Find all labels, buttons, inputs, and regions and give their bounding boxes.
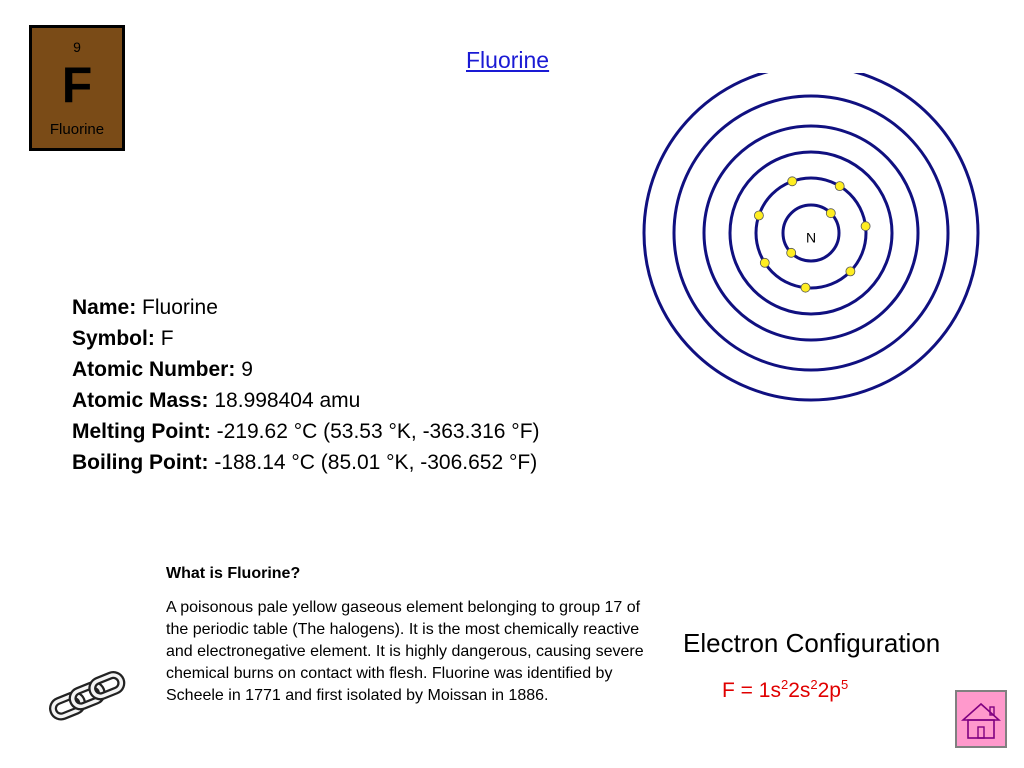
electron (801, 283, 810, 292)
electron-configuration-title: Electron Configuration (683, 628, 941, 658)
electron (787, 248, 796, 257)
electron (788, 177, 797, 186)
element-tile-symbol: F (61, 57, 93, 113)
home-button[interactable] (955, 690, 1007, 748)
element-tile (29, 25, 125, 151)
description-body: A poisonous pale yellow gaseous element belonging to group 17 of the periodic table (The halogens). It is the most chemically reactive and electronegative element. It is highly dangerous, causing severe chemical burns on contact with flesh. Fluorine was identified by Scheele in 1771 and first isolated by Moissan in 1886. (166, 599, 644, 704)
description-heading: What is Fluorine? (166, 565, 301, 582)
home-icon (961, 700, 1001, 740)
element-title-link[interactable]: Fluorine (466, 47, 550, 73)
property-symbol: Symbol: F (72, 327, 174, 350)
electron (760, 258, 769, 267)
electron (846, 267, 855, 276)
electron-configuration-formula: $F = 1s^22s^22p^5$ (722, 677, 849, 702)
property-atomic-mass: Atomic Mass: 18.998404 amu (72, 389, 361, 412)
electron (861, 222, 870, 231)
element-properties (72, 292, 540, 478)
property-boiling-point: Boiling Point: -188.14 °C (85.01 °K, -306.652 °F) (72, 451, 538, 474)
electron (835, 182, 844, 191)
element-tile-name: Fluorine (49, 121, 105, 138)
element-description (166, 563, 656, 707)
property-name: Name: Fluorine (72, 296, 218, 319)
element-tile-number: 9 (73, 39, 81, 55)
property-melting-point: Melting Point: -219.62 °C (53.53 °K, -363.316 °F) (72, 420, 540, 443)
electron (826, 209, 835, 218)
electron (754, 211, 763, 220)
nucleus-label: N (805, 229, 817, 246)
property-atomic-number: Atomic Number: 9 (72, 358, 253, 381)
chain-link-icon[interactable] (45, 670, 130, 725)
bohr-atom-diagram (625, 73, 999, 415)
